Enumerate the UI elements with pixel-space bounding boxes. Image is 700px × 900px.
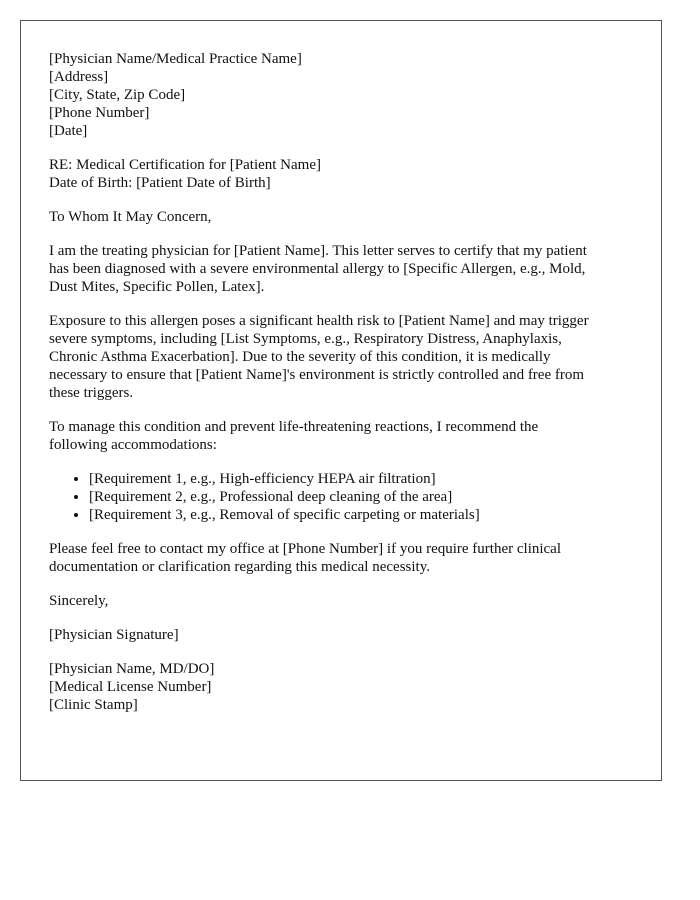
letter-content [49,50,635,730]
sender-name: [Physician Name/Medical Practice Name] [49,51,302,67]
paragraph-recommendation [49,418,635,454]
sender-block [49,50,635,140]
requirements-list [49,470,635,524]
subject-dob-line: Date of Birth: [Patient Date of Birth] [49,175,271,191]
paragraph-line: has been diagnosed with a severe environmental allergy to [Specific Allergen, e.g., Mold, [49,261,586,277]
paragraph-line: necessary to ensure that [Patient Name]'s environment is strictly controlled and free from [49,367,585,383]
paragraph-line: documentation or clarification regarding this medical necessity. [49,559,430,575]
paragraph-risk [49,312,635,402]
paragraph-line: I am the treating physician for [Patient Name]. This letter serves to certify that my patient [49,243,587,259]
clinic-stamp: [Clinic Stamp] [49,697,138,713]
physician-name: [Physician Name, MD/DO] [49,661,215,677]
requirement-item: • [Requirement 3, e.g., Removal of specific carpeting or materials] [89,506,635,524]
paragraph-line: severe symptoms, including [List Symptoms, e.g., Respiratory Distress, Anaphylaxis, [49,331,562,347]
paragraph-line: Chronic Asthma Exacerbation]. Due to the severity of this condition, it is medically [49,349,551,365]
paragraph-line: following accommodations: [49,437,217,453]
subject-block [49,156,635,192]
paragraph-line: To manage this condition and prevent life-threatening reactions, I recommend the [49,419,539,435]
closing: Sincerely, [49,593,109,609]
signature-placeholder: [Physician Signature] [49,627,179,643]
letter-date: [Date] [49,123,88,139]
sender-city-state-zip: [City, State, Zip Code] [49,87,186,103]
signature-block [49,660,635,714]
requirement-item: • [Requirement 1, e.g., High-efficiency HEPA air filtration] [89,470,635,488]
paragraph-certification [49,242,635,296]
paragraph-line: Please feel free to contact my office at [Phone Number] if you require further clinical [49,541,562,557]
subject-re-line: RE: Medical Certification for [Patient Name] [49,157,321,173]
paragraph-line: Exposure to this allergen poses a significant health risk to [Patient Name] and may trigger [49,313,589,329]
letter-page [20,20,662,781]
paragraph-line: these triggers. [49,385,134,401]
paragraph-line: Dust Mites, Specific Pollen, Latex]. [49,279,265,295]
salutation: To Whom It May Concern, [49,209,212,225]
sender-phone: [Phone Number] [49,105,150,121]
paragraph-contact [49,540,635,576]
sender-address: [Address] [49,69,109,85]
license-number: [Medical License Number] [49,679,212,695]
requirement-item: • [Requirement 2, e.g., Professional deep cleaning of the area] [89,488,635,506]
